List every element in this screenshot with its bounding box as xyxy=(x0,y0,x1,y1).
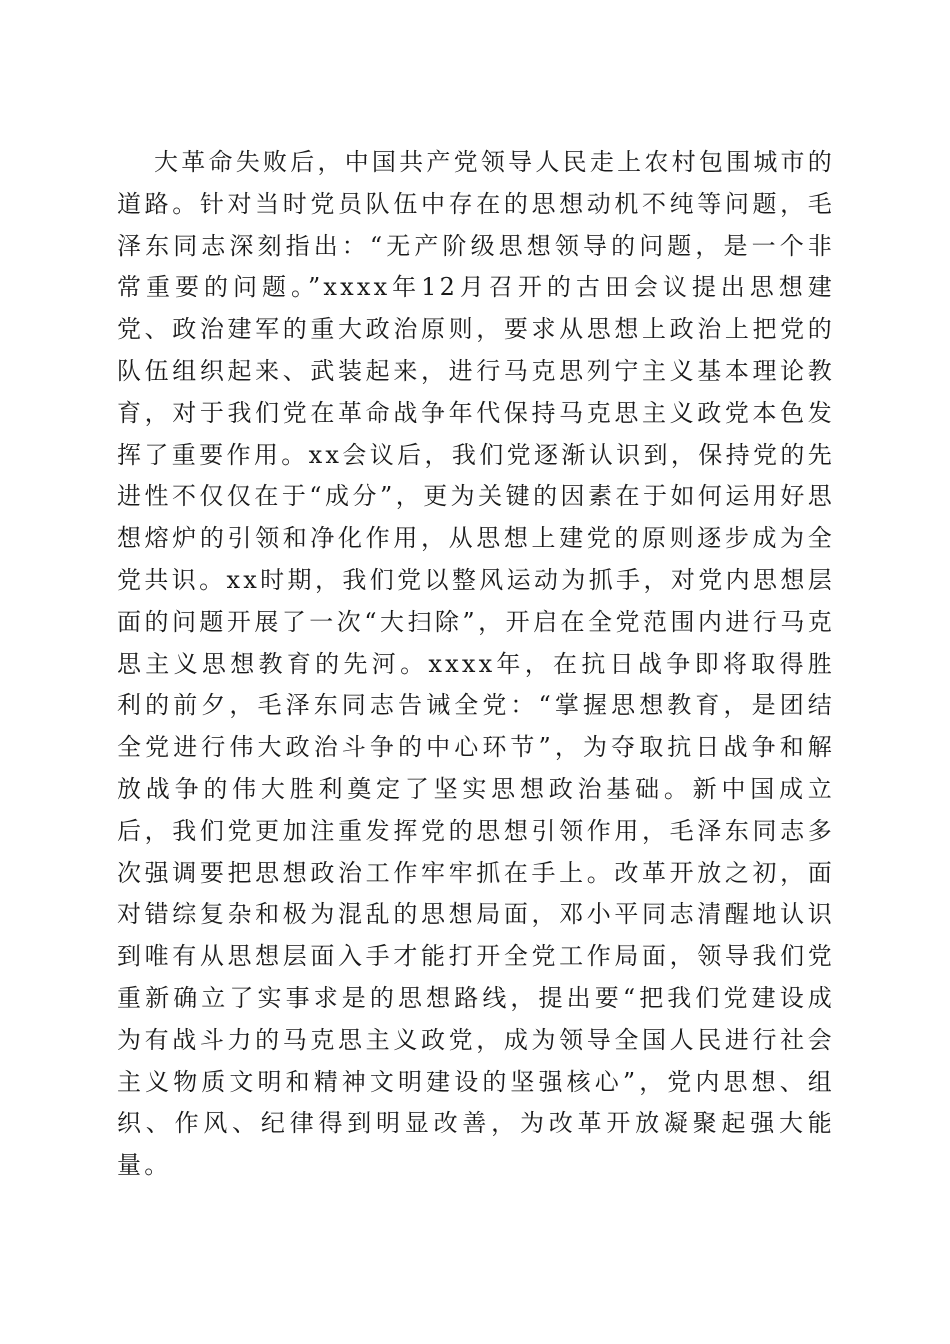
body-paragraph: 大革命失败后，中国共产党领导人民走上农村包围城市的道路。针对当时党员队伍中存在的思想动机不纯等问题，毛泽东同志深刻指出：“无产阶级思想领导的问题，是一个非常重要的问题。”xxxx年12月召开的古田会议提出思想建党、政治建军的重大政治原则，要求从思想上政治上把党的队伍组织起来、武装起来，进行马克思列宁主义基本理论教育，对于我们党在革命战争年代保持马克思主义政党本色发挥了重要作用。xx会议后，我们党逐渐认识到，保持党的先进性不仅仅在于“成分”，更为关键的因素在于如何运用好思想熔炉的引领和净化作用，从思想上建党的原则逐步成为全党共识。xx时期，我们党以整风运动为抓手，对党内思想层面的问题开展了一次“大扫除”，开启在全党范围内进行马克思主义思想教育的先河。xxxx年，在抗日战争即将取得胜利的前夕，毛泽东同志告诫全党：“掌握思想教育，是团结全党进行伟大政治斗争的中心环节”，为夺取抗日战争和解放战争的伟大胜利奠定了坚实思想政治基础。新中国成立后，我们党更加注重发挥党的思想引领作用，毛泽东同志多次强调要把思想政治工作牢牢抓在手上。改革开放之初，面对错综复杂和极为混乱的思想局面，邓小平同志清醒地认识到唯有从思想层面入手才能打开全党工作局面，领导我们党重新确立了实事求是的思想路线，提出要“把我们党建设成为有战斗力的马克思主义政党，成为领导全国人民进行社会主义物质文明和精神文明建设的坚强核心”，党内思想、组织、作风、纪律得到明显改善，为改革开放凝聚起强大能量。 xyxy=(117,148,835,1180)
